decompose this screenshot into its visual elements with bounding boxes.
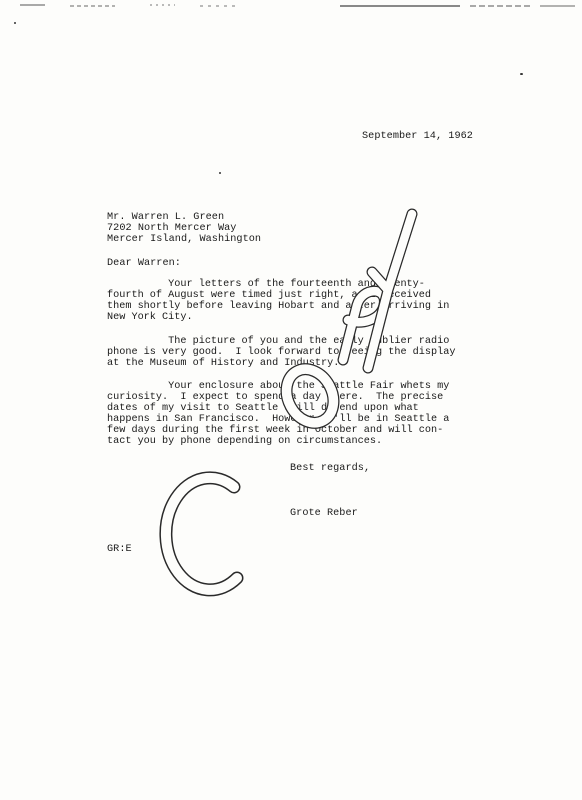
salutation: Dear Warren:	[107, 258, 181, 269]
typist-initials: GR:E	[107, 544, 132, 555]
recipient-name: Mr. Warren L. Green	[107, 212, 225, 223]
recipient-street: 7202 North Mercer Way	[107, 223, 237, 234]
scan-speck	[219, 172, 221, 174]
scan-speck	[520, 73, 523, 75]
body-paragraph-2: The picture of you and the early Dublier radio phone is very good. I look forward to seeing the display at the Museum of History and Industry.	[107, 336, 456, 369]
body-paragraph-1: Your letters of the fourteenth and twenty- fourth of August were timed just right, as I received them shortly before leaving Hobart and after arriving in New York City.	[107, 279, 450, 323]
scan-edge-marks	[0, 0, 582, 14]
body-paragraph-3: Your enclosure about the Seattle Fair whets my curiosity. I expect to spend a day there. The precise dates of my visit to Seattle still depend upon what happens in San Francisco. However, I'll be in Seattle a few days during the first week in October and will con- tact you by phone depending on circumstances.	[107, 381, 450, 447]
recipient-address	[107, 212, 261, 245]
recipient-city: Mercer Island, Washington	[107, 234, 262, 245]
closing: Best regards,	[290, 463, 371, 474]
letter-date: September 14, 1962	[362, 131, 473, 142]
scan-speck	[14, 22, 16, 24]
signer-name: Grote Reber	[290, 508, 358, 519]
